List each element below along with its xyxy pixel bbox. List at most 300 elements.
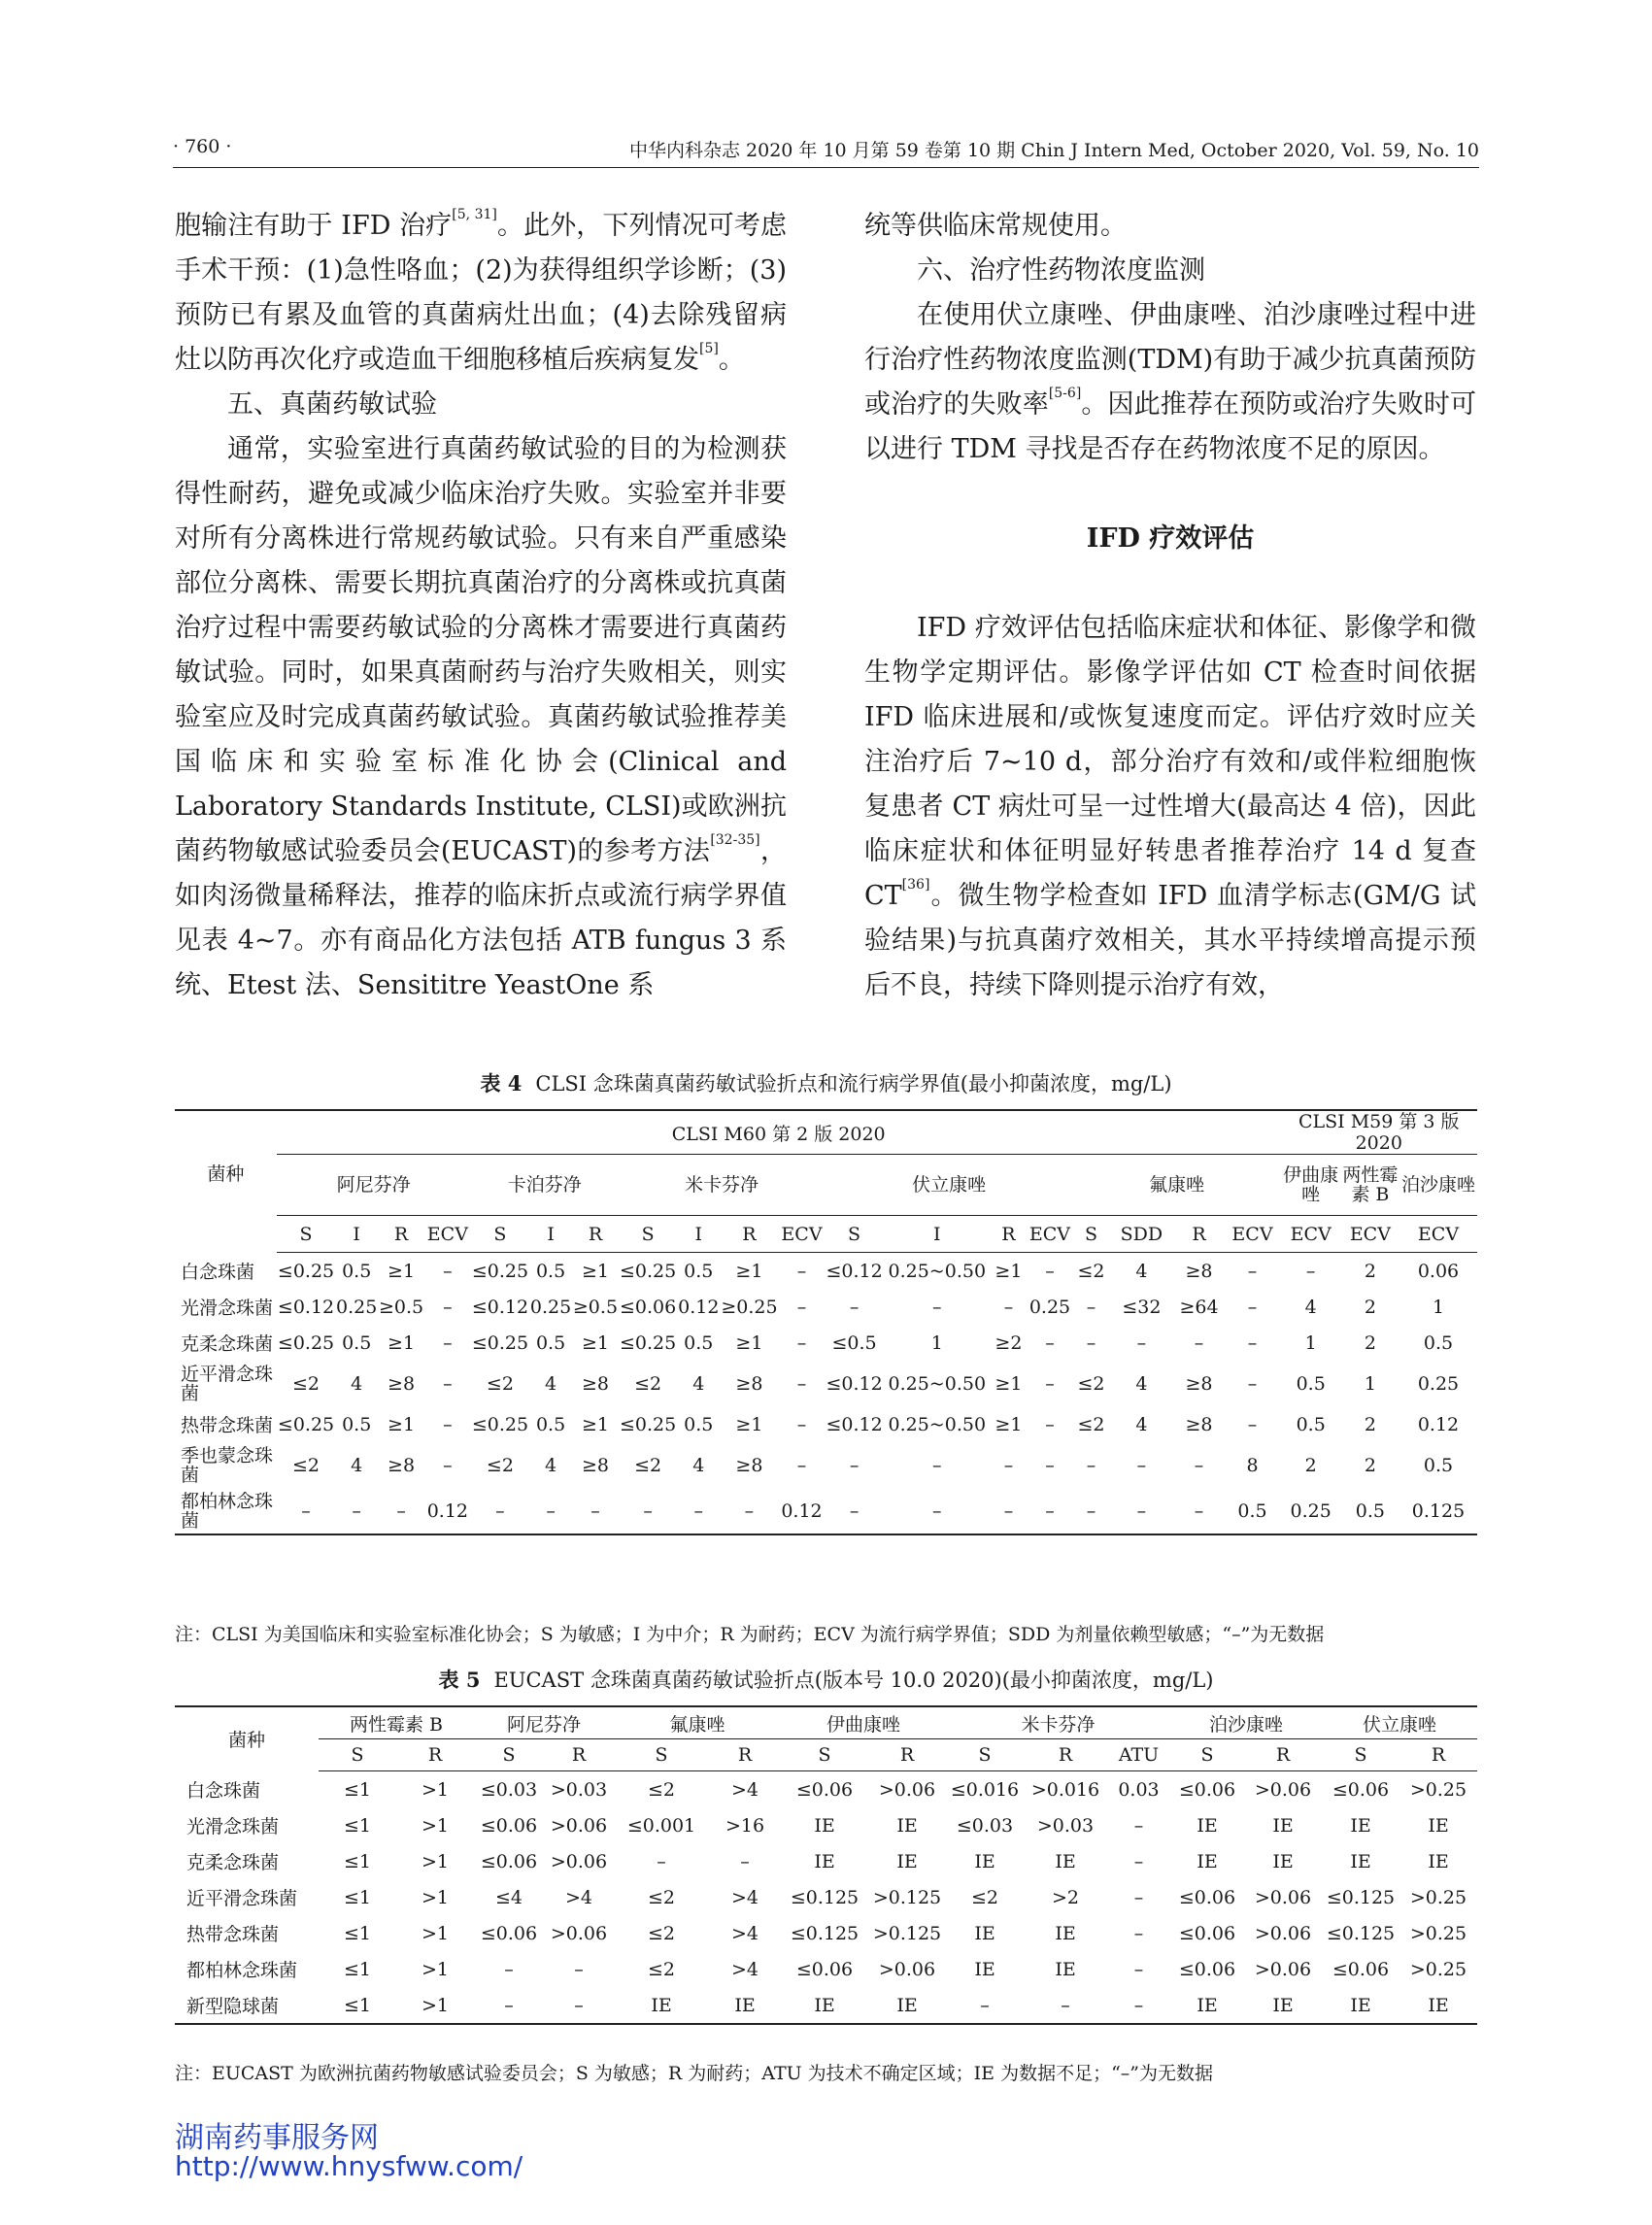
table-cell: 1	[1432, 1296, 1445, 1318]
table-cell: –	[796, 1454, 807, 1476]
table-cell: –	[849, 1296, 860, 1318]
table-cell: ≤2	[970, 1886, 998, 1908]
species-cell: 白念珠菌	[186, 1779, 261, 1802]
table5	[175, 1705, 1477, 2025]
paragraph-susceptibility: 通常，实验室进行真菌药敏试验的目的为检测获得性耐药，避免或减少临床治疗失败。实验室并非要对所有分离株进行常规药敏试验。只有来自严重感染部位分离株、需要长期抗真菌治疗的分离株或抗真菌治疗过程中需要药敏试验的分离株才需要进行真菌药敏试验。同时，如果真菌耐药与治疗失败相关，则实验室应及时完成真菌药敏试验。真菌药敏试验推荐美国临床和实验室标准化协会(Clinical and Laboratory Standards Institute, CLSI)或欧洲抗菌药物敏感试验委员会(EUCAST)的参考方法[32-35]，如肉汤微量稀释法，推荐的临床折点或流行病学界值见表 4~7。亦有商品化方法包括 ATB fungus 3 系统、Etest 法、Sensititre YeastOne 系	[175, 434, 787, 1000]
table-cell: >0.06	[878, 1958, 936, 1980]
species-cell: 光滑念珠菌	[186, 1816, 280, 1837]
table-cell: 0.5	[1423, 1454, 1454, 1476]
table-cell: –	[1247, 1372, 1258, 1395]
column-subheader: S	[474, 1739, 544, 1771]
table-cell: –	[1086, 1296, 1096, 1318]
table-cell: >0.125	[872, 1922, 942, 1944]
table-cell: ≤1	[343, 1814, 371, 1837]
column-subheader: ECV	[1281, 1216, 1341, 1253]
table-row	[175, 1843, 1477, 1879]
table-cell: –	[1109, 1488, 1173, 1534]
table5-subheader-row	[175, 1739, 1477, 1771]
table-cell: IE	[974, 1958, 995, 1980]
table-cell: ≤0.001	[626, 1814, 696, 1837]
table-cell: ≤0.12	[471, 1296, 529, 1318]
species-cell: 近平滑念珠菌	[186, 1888, 298, 1909]
table-cell: –	[796, 1296, 807, 1318]
table-cell: 0.25~0.50	[888, 1260, 987, 1282]
table-cell: 4	[1135, 1372, 1148, 1395]
table-cell: >0.06	[1254, 1886, 1312, 1908]
table-cell: –	[1073, 1488, 1109, 1534]
table-cell: IE	[1428, 1850, 1449, 1872]
table-cell: –	[544, 1987, 614, 2024]
table4-drug-header: 米卡芬净	[619, 1155, 825, 1216]
table-cell: >0.25	[1409, 1922, 1467, 1944]
table-row	[175, 1361, 1477, 1406]
table-cell: ≤0.016	[950, 1778, 1020, 1801]
table-cell: 0.5	[684, 1413, 714, 1435]
table-cell: 8	[1246, 1454, 1259, 1476]
column-subheader: R	[868, 1739, 946, 1771]
table-cell: –	[1133, 1922, 1144, 1944]
table-cell: ≤0.06	[1178, 1922, 1236, 1944]
table4-caption-text: CLSI 念珠菌真菌药敏试验折点和流行病学界值(最小抑菌浓度，mg/L)	[535, 1072, 1172, 1096]
column-subheader: ECV	[1027, 1216, 1073, 1253]
table-cell: –	[504, 1958, 514, 1980]
table-cell: ≤0.06	[1332, 1958, 1390, 1980]
table-cell: –	[1027, 1488, 1073, 1534]
table-cell: >0.06	[1254, 1958, 1312, 1980]
table4-group2-header: CLSI M59 第 3 版 2020	[1281, 1110, 1477, 1155]
table-cell: –	[720, 1488, 778, 1534]
table4-label: 表 4	[480, 1071, 523, 1096]
table-cell: –	[1247, 1260, 1258, 1282]
table4-drug-header: 两性霉素 B	[1341, 1155, 1399, 1216]
table-cell: 1	[1364, 1372, 1376, 1395]
table-cell: >0.06	[1254, 1778, 1312, 1801]
table-row	[175, 1987, 1477, 2024]
watermark-site-name: 湖南药事服务网	[175, 2121, 379, 2155]
column-subheader: S	[946, 1739, 1024, 1771]
table-cell: 0.12	[424, 1488, 471, 1534]
table4-drug-header: 阿尼芬净	[277, 1155, 471, 1216]
table-row	[175, 1442, 1477, 1488]
column-subheader: R	[1174, 1216, 1225, 1253]
table-cell: ≤2	[647, 1958, 675, 1980]
table-cell: ≤0.25	[277, 1260, 335, 1282]
table-cell: 0.25	[1281, 1488, 1341, 1534]
column-subheader: S	[1322, 1739, 1399, 1771]
table-cell: 0.25	[336, 1296, 378, 1318]
table-cell: –	[1133, 1814, 1144, 1837]
table5-drug-header: 伏立康唑	[1322, 1706, 1477, 1739]
table4	[175, 1109, 1477, 1535]
table-cell: >1	[421, 1922, 449, 1944]
table-cell: IE	[1197, 1850, 1218, 1872]
section-heading-6: 六、治疗性药物浓度监测	[917, 255, 1205, 286]
table-cell: ≤2	[647, 1778, 675, 1801]
table-row	[175, 1879, 1477, 1915]
table-cell: ≥1	[735, 1332, 763, 1354]
table-cell: ≤0.12	[826, 1260, 883, 1282]
page-number: · 760 ·	[173, 136, 232, 157]
table-cell: >1	[421, 1814, 449, 1837]
table5-caption-text: EUCAST 念珠菌真菌药敏试验折点(版本号 10.0 2020)(最小抑菌浓度，mg/L)	[493, 1669, 1214, 1692]
table5-species-header: 菌种	[175, 1706, 319, 1771]
table-cell: >0.06	[550, 1850, 608, 1872]
table-cell: 4	[351, 1372, 363, 1395]
table-cell: >0.06	[1254, 1922, 1312, 1944]
table-cell: >16	[725, 1814, 765, 1837]
table-cell: ≤0.125	[790, 1886, 860, 1908]
running-header	[173, 128, 1479, 168]
table-cell: 0.25	[1028, 1296, 1071, 1318]
table-cell: 1	[1304, 1332, 1317, 1354]
table-cell: –	[849, 1454, 860, 1476]
table-row	[175, 1771, 1477, 1808]
table-cell: ≥8	[1185, 1372, 1213, 1395]
table-cell: ≤0.06	[620, 1296, 677, 1318]
table5-note: 注：EUCAST 为欧洲抗菌药物敏感试验委员会；S 为敏感；R 为耐药；ATU 为技术不确定区域；IE 为数据不足；“–”为无数据	[175, 2063, 1214, 2084]
table-cell: >0.125	[872, 1886, 942, 1908]
table-cell: >0.25	[1409, 1958, 1467, 1980]
table-cell: ≤1	[319, 1987, 396, 2024]
table-cell: –	[1045, 1413, 1055, 1435]
table-cell: 0.06	[1417, 1260, 1460, 1282]
table4-species-header: 菌种	[175, 1110, 277, 1253]
table-cell: ≤2	[1077, 1372, 1105, 1395]
table-cell: >0.03	[550, 1778, 608, 1801]
table-cell: ≤0.06	[480, 1850, 538, 1872]
table-cell: IE	[974, 1850, 995, 1872]
table-cell: ≤0.25	[471, 1332, 529, 1354]
table-cell: ≤2	[1077, 1413, 1105, 1435]
table5-caption	[175, 1665, 1477, 1694]
table4-drug-header: 卡泊芬净	[471, 1155, 619, 1216]
table-cell: –	[946, 1987, 1024, 2024]
table-cell: ≤32	[1122, 1296, 1162, 1318]
table-cell: –	[1045, 1372, 1055, 1395]
table-cell: 0.25~0.50	[888, 1372, 987, 1395]
column-subheader: S	[471, 1216, 529, 1253]
table-cell: –	[1045, 1260, 1055, 1282]
column-subheader: ECV	[1341, 1216, 1399, 1253]
table-cell: –	[932, 1454, 942, 1476]
table-cell: IE	[614, 1987, 709, 2024]
table-cell: IE	[1399, 1987, 1477, 2024]
table-cell: IE	[1055, 1850, 1076, 1872]
right-column	[864, 204, 1476, 1008]
table-cell: 4	[1135, 1413, 1148, 1435]
watermark-url[interactable]: http://www.hnysfww.com/	[175, 2150, 523, 2182]
table5-drug-header: 伊曲康唑	[781, 1706, 946, 1739]
table-cell: –	[1045, 1454, 1055, 1476]
table-cell: –	[657, 1850, 666, 1872]
table-cell: IE	[1170, 1987, 1244, 2024]
table-cell: >4	[564, 1886, 592, 1908]
table-cell: 0.5	[342, 1413, 372, 1435]
table-cell: –	[1086, 1454, 1096, 1476]
table-cell: –	[796, 1260, 807, 1282]
table-cell: ≥8	[735, 1454, 763, 1476]
table-cell: –	[1133, 1958, 1144, 1980]
reference-marker: [5-6]	[1048, 386, 1082, 401]
table4-drug-header: 泊沙康唑	[1399, 1155, 1477, 1216]
table-cell: –	[1247, 1413, 1258, 1435]
table-cell: ≤0.25	[471, 1413, 529, 1435]
table-cell: 0.03	[1118, 1778, 1160, 1801]
table-cell: ≥1	[995, 1413, 1023, 1435]
table-cell: ≤0.5	[831, 1332, 877, 1354]
table-cell: 1	[930, 1332, 943, 1354]
table-cell: 0.5	[1296, 1372, 1326, 1395]
table-cell: 2	[1364, 1413, 1376, 1435]
column-subheader: R	[572, 1216, 619, 1253]
column-subheader: S	[781, 1739, 868, 1771]
table5-label: 表 5	[438, 1668, 481, 1692]
left-column	[175, 204, 787, 1008]
table-cell: IE	[709, 1987, 781, 2024]
table-cell: 4	[1304, 1296, 1317, 1318]
table-cell: –	[1024, 1987, 1107, 2024]
table-cell: ≤1	[343, 1922, 371, 1944]
table-cell: 0.5	[535, 1332, 566, 1354]
table-cell: 0.25	[1417, 1372, 1460, 1395]
species-cell: 热带念珠菌	[181, 1415, 274, 1436]
table-cell: –	[796, 1372, 807, 1395]
table-cell: 2	[1364, 1260, 1376, 1282]
table-cell: ≥1	[388, 1413, 416, 1435]
table-cell: ≥0.25	[721, 1296, 778, 1318]
table-cell: ≤2	[292, 1454, 320, 1476]
journal-citation: 中华内科杂志 2020 年 10 月第 59 卷第 10 期 Chin J Intern Med, October 2020, Vol. 59, No. 10	[628, 140, 1479, 161]
column-subheader: ECV	[779, 1216, 826, 1253]
table4-subheader-row	[175, 1216, 1477, 1253]
column-subheader: S	[614, 1739, 709, 1771]
column-subheader: S	[825, 1216, 883, 1253]
table4-drug-header: 伏立康唑	[825, 1155, 1072, 1216]
column-subheader: I	[529, 1216, 572, 1253]
table-cell: IE	[1055, 1922, 1076, 1944]
table-cell: >0.06	[878, 1778, 936, 1801]
table-cell: –	[574, 1958, 584, 1980]
table-cell: ≤0.06	[1178, 1886, 1236, 1908]
table-cell: ≤0.06	[1332, 1778, 1390, 1801]
table-cell: >0.25	[1409, 1778, 1467, 1801]
table-cell: –	[474, 1987, 544, 2024]
column-subheader: SDD	[1109, 1216, 1173, 1253]
column-subheader: S	[319, 1739, 396, 1771]
table-cell: –	[1133, 1850, 1144, 1872]
table-cell: –	[991, 1488, 1027, 1534]
column-subheader: R	[709, 1739, 781, 1771]
table-cell: IE	[1428, 1814, 1449, 1837]
table-cell: –	[1247, 1332, 1258, 1354]
table-cell: >0.06	[550, 1922, 608, 1944]
table-cell: 0.5	[1341, 1488, 1399, 1534]
table-cell: ≥1	[735, 1260, 763, 1282]
section-title-efficacy: IFD 疗效评估	[1086, 523, 1255, 554]
table-cell: –	[335, 1488, 378, 1534]
section-heading-5: 五、真菌药敏试验	[227, 389, 437, 420]
table-row	[175, 1325, 1477, 1361]
table-cell: –	[529, 1488, 572, 1534]
table-cell: ≥1	[581, 1260, 609, 1282]
table-cell: >0.25	[1409, 1886, 1467, 1908]
table-cell: ≤0.25	[620, 1413, 677, 1435]
species-cell: 都柏林念珠菌	[186, 1960, 298, 1981]
table-cell: ≥8	[581, 1454, 609, 1476]
species-cell: 克柔念珠菌	[186, 1852, 280, 1873]
table5-drug-header: 氟康唑	[614, 1706, 781, 1739]
table-cell: 0.5	[535, 1260, 566, 1282]
table-cell: ≤0.25	[471, 1260, 529, 1282]
column-subheader: R	[720, 1216, 778, 1253]
table-cell: IE	[896, 1850, 918, 1872]
table-cell: –	[619, 1488, 677, 1534]
table5-drug-header: 米卡芬净	[946, 1706, 1170, 1739]
table-cell: –	[1003, 1296, 1014, 1318]
paragraph-continued: 统等供临床常规使用。	[864, 211, 1127, 241]
table-cell: ≥1	[995, 1260, 1023, 1282]
table-cell: 0.5	[684, 1332, 714, 1354]
table-cell: IE	[1350, 1814, 1371, 1837]
table-cell: ≤0.125	[1326, 1922, 1396, 1944]
table-cell: 0.5	[1423, 1332, 1454, 1354]
table-cell: ≤0.12	[826, 1372, 883, 1395]
table-cell: ≤0.06	[795, 1778, 854, 1801]
column-subheader: S	[619, 1216, 677, 1253]
column-subheader: S	[1170, 1739, 1244, 1771]
table-cell: ≥1	[735, 1413, 763, 1435]
table-cell: ≤2	[292, 1372, 320, 1395]
table-cell: ≤2	[486, 1372, 514, 1395]
column-subheader: ECV	[424, 1216, 471, 1253]
column-subheader: S	[277, 1216, 335, 1253]
column-subheader: ECV	[1399, 1216, 1477, 1253]
table-cell: >1	[421, 1850, 449, 1872]
table-cell: ≤0.12	[277, 1296, 335, 1318]
table-cell: –	[1136, 1332, 1147, 1354]
table-cell: ≤1	[343, 1958, 371, 1980]
table-cell: IE	[1244, 1987, 1322, 2024]
species-cell: 光滑念珠菌	[181, 1298, 274, 1319]
table4-drug-header: 伊曲康唑	[1281, 1155, 1341, 1216]
column-subheader: ECV	[1224, 1216, 1280, 1253]
table-cell: ≥1	[388, 1260, 416, 1282]
column-subheader: ATU	[1107, 1739, 1170, 1771]
table-cell: –	[1136, 1454, 1147, 1476]
paragraph-surgery: 胞输注有助于 IFD 治疗[5, 31]。此外，下列情况可考虑手术干预：(1)急性咯血；(2)为获得组织学诊断；(3)预防已有累及血管的真菌病灶出血；(4)去除残留病灶以防再次化疗或造血干细胞移植后疾病复发[5]。	[175, 207, 788, 375]
table-cell: ≤0.03	[956, 1814, 1014, 1837]
table-cell: ≥64	[1179, 1296, 1219, 1318]
table-cell: 0.12	[1417, 1413, 1460, 1435]
table-cell: IE	[1272, 1850, 1294, 1872]
table-cell: IE	[781, 1987, 868, 2024]
table-cell: >1	[421, 1958, 449, 1980]
table-cell: >4	[730, 1886, 759, 1908]
table-cell: 0.5	[684, 1260, 714, 1282]
table-cell: >4	[730, 1922, 759, 1944]
table-cell: ≤2	[634, 1454, 662, 1476]
table-cell: 4	[692, 1454, 705, 1476]
table-cell: ≤1	[343, 1886, 371, 1908]
table-cell: ≤1	[343, 1778, 371, 1801]
table-cell: 0.5	[1224, 1488, 1280, 1534]
column-subheader: R	[991, 1216, 1027, 1253]
table-cell: –	[1003, 1454, 1014, 1476]
column-subheader: S	[1073, 1216, 1109, 1253]
table-cell: 0.5	[1296, 1413, 1326, 1435]
table-cell: 0.12	[779, 1488, 826, 1534]
column-subheader: R	[544, 1739, 614, 1771]
table4-group1-header: CLSI M60 第 2 版 2020	[277, 1110, 1281, 1155]
table-cell: –	[443, 1332, 453, 1354]
table-cell: IE	[1350, 1850, 1371, 1872]
paragraph-efficacy: IFD 疗效评估包括临床症状和体征、影像学和微生物学定期评估。影像学评估如 CT 检查时间依据 IFD 临床进展和/或恢复速度而定。评估疗效时应关注治疗后 7~10 d，部分治疗有效和/或伴粒细胞恢复患者 CT 病灶可呈一过性增大(最高达 4 倍)，因此临床症状和体征明显好转患者推荐治疗 14 d 复查 CT[36]。微生物学检查如 IFD 血清学标志(GM/G 试验结果)与抗真菌疗效相关，其水平持续增高提示预后不良，持续下降则提示治疗有效，	[864, 613, 1476, 1000]
table-cell: >1	[421, 1778, 449, 1801]
reference-marker: [32-35]	[710, 832, 760, 848]
table-cell: ≤0.06	[480, 1814, 538, 1837]
table-row	[175, 1289, 1477, 1325]
table-cell: IE	[1272, 1814, 1294, 1837]
column-subheader: I	[677, 1216, 720, 1253]
table-cell: –	[1174, 1488, 1225, 1534]
table-cell: –	[1194, 1454, 1204, 1476]
table-row	[175, 1253, 1477, 1290]
table-row	[175, 1406, 1477, 1442]
table-cell: ≤0.25	[277, 1413, 335, 1435]
table-cell: ≤2	[634, 1372, 662, 1395]
table-cell: –	[796, 1332, 807, 1354]
species-cell: 季也蒙念珠菌	[181, 1444, 274, 1486]
table-cell: –	[471, 1488, 529, 1534]
table-cell: >4	[730, 1778, 759, 1801]
table-cell: –	[443, 1372, 453, 1395]
table-cell: IE	[974, 1922, 995, 1944]
table-cell: ≥2	[995, 1332, 1023, 1354]
reference-marker: [36]	[901, 877, 930, 893]
table-cell: –	[1305, 1260, 1316, 1282]
table-cell: 4	[545, 1372, 557, 1395]
table-cell: >1	[421, 1886, 449, 1908]
table-cell: 4	[351, 1454, 363, 1476]
reference-marker: [5, 31]	[452, 207, 497, 222]
table-cell: 4	[545, 1454, 557, 1476]
table-cell: >0.06	[550, 1814, 608, 1837]
table-cell: –	[443, 1454, 453, 1476]
reference-marker: [5]	[699, 341, 719, 356]
table-cell: ≥8	[1185, 1413, 1213, 1435]
table-cell: IE	[1322, 1987, 1399, 2024]
table-cell: ≤0.06	[1178, 1778, 1236, 1801]
table-cell: >0.03	[1036, 1814, 1095, 1837]
table-cell: ≤0.125	[790, 1922, 860, 1944]
table-cell: 0.25~0.50	[888, 1413, 987, 1435]
table-cell: ≤2	[486, 1454, 514, 1476]
table-row	[175, 1807, 1477, 1843]
table-cell: –	[443, 1296, 453, 1318]
table-cell: ≥1	[995, 1372, 1023, 1395]
table-cell: ≤0.06	[795, 1958, 854, 1980]
table-cell: 4	[692, 1372, 705, 1395]
column-subheader: R	[1244, 1739, 1322, 1771]
species-cell: 新型隐球菌	[175, 1987, 319, 2024]
table-cell: ≤0.25	[620, 1332, 677, 1354]
table-cell: 2	[1304, 1454, 1317, 1476]
table-cell: –	[1194, 1332, 1204, 1354]
table-cell: ≤4	[494, 1886, 523, 1908]
table-cell: ≥0.5	[572, 1296, 619, 1318]
table-cell: 0.5	[342, 1260, 372, 1282]
table-cell: ≥1	[581, 1332, 609, 1354]
